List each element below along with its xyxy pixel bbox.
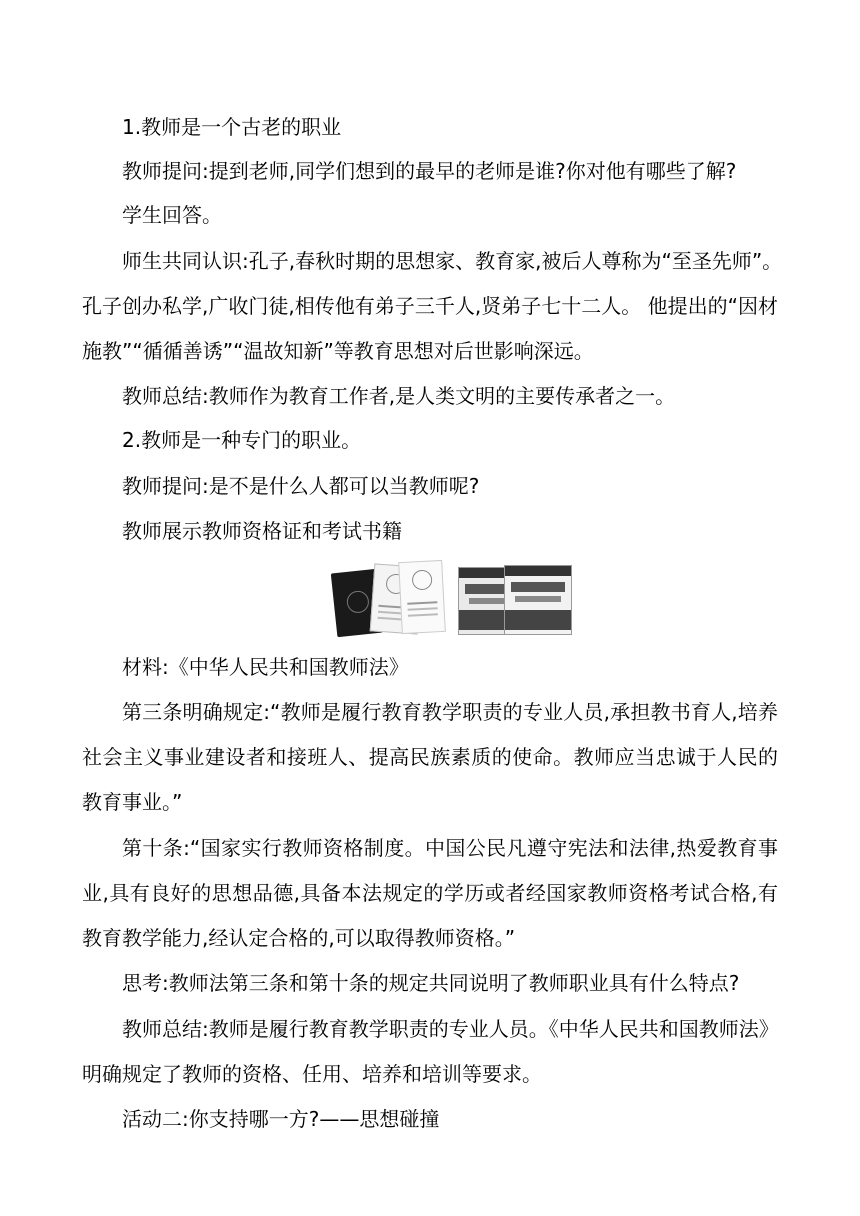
teacher-display: 教师展示教师资格证和考试书籍 [122, 519, 402, 543]
paragraph-line: 社会主义事业建设者和接班人、提高民族素质的使命。教师应当忠诚于人民的 [82, 745, 778, 769]
heading-special-profession: 2.教师是一种专门的职业。 [122, 428, 362, 452]
teacher-summary: 教师总结:教师作为教育工作者,是人类文明的主要传承者之一。 [122, 384, 676, 408]
certificate-page [398, 560, 446, 634]
paragraph-line: 施教”“循循善诱”“温故知新”等教育思想对后世影响深远。 [82, 339, 594, 363]
shared-understanding: 师生共同认识:孔子,春秋时期的思想家、教育家,被后人尊称为“至圣先师”。 [122, 249, 783, 273]
paragraph-line: 明确规定了教师的资格、任用、培养和培训等要求。 [82, 1062, 542, 1086]
teacher-question: 教师提问:是不是什么人都可以当教师呢? [122, 474, 480, 498]
certificate-and-books-figure [334, 561, 574, 637]
paragraph-line: 业,具有良好的思想品德,具备本法规定的学历或者经国家教师资格考试合格,有 [82, 881, 778, 905]
student-answer: 学生回答。 [122, 203, 222, 227]
article-ten: 第十条:“国家实行教师资格制度。中国公民凡遵守宪法和法律,热爱教育事 [122, 836, 778, 860]
teacher-question: 教师提问:提到老师,同学们想到的最早的老师是谁?你对他有哪些了解? [122, 159, 737, 183]
article-three: 第三条明确规定:“教师是履行教育教学职责的专业人员,承担教书育人,培养 [122, 700, 778, 724]
material-title: 材料:《中华人民共和国教师法》 [122, 655, 409, 679]
paragraph-line: 教育教学能力,经认定合格的,可以取得教师资格。” [82, 926, 516, 950]
paragraph-line: 孔子创办私学,广收门徒,相传他有弟子三千人,贤弟子七十二人。 他提出的“因材 [82, 294, 778, 318]
exam-book-image [504, 565, 572, 635]
teacher-summary: 教师总结:教师是履行教育教学职责的专业人员。《中华人民共和国教师法》 [122, 1017, 779, 1041]
activity-two-heading: 活动二:你支持哪一方?——思想碰撞 [122, 1107, 440, 1131]
heading-ancient-profession: 1.教师是一个古老的职业 [122, 115, 342, 139]
paragraph-line: 教育事业。” [82, 790, 183, 814]
thinking-question: 思考:教师法第三条和第十条的规定共同说明了教师职业具有什么特点? [122, 971, 740, 995]
